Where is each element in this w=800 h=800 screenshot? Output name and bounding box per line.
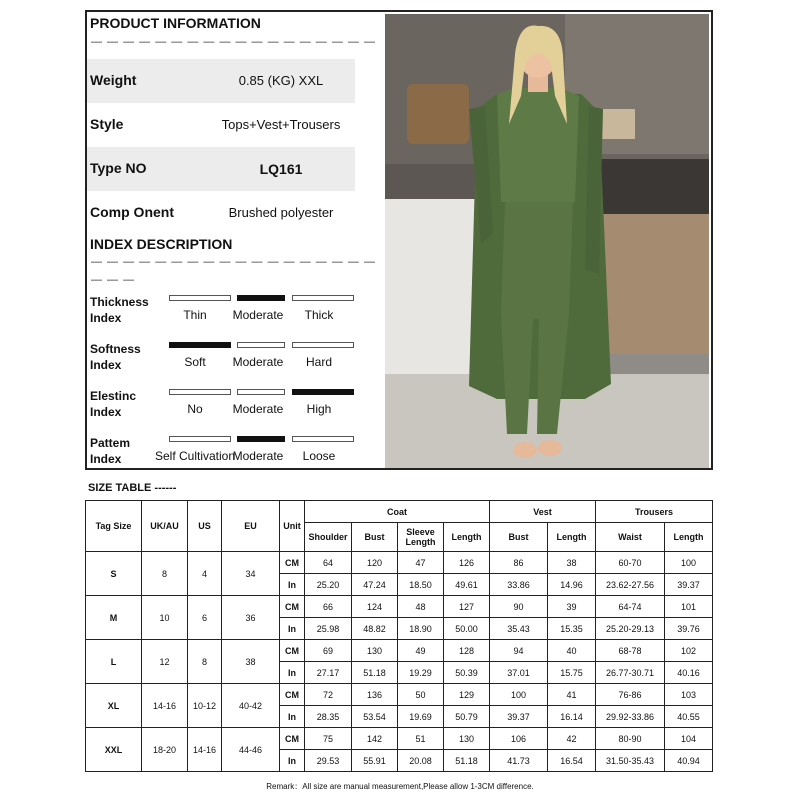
measurement-cell: 38 <box>548 552 596 574</box>
measurement-cell: 106 <box>490 728 548 750</box>
measurement-cell: 33.86 <box>490 574 548 596</box>
measurement-cell: 130 <box>444 728 490 750</box>
index-level-bar <box>237 436 285 442</box>
index-level-bar <box>292 295 354 301</box>
index-option: Thin <box>183 308 207 322</box>
header-coat-sleeve-length: Sleeve Length <box>398 523 444 552</box>
info-row-type-no <box>87 147 355 191</box>
header-coat-length: Length <box>444 523 490 552</box>
info-label: Weight <box>90 72 137 88</box>
header-uk-au: UK/AU <box>142 501 188 552</box>
unit-cell: CM <box>280 596 305 618</box>
measurement-cell: 64 <box>305 552 352 574</box>
measurement-cell: 66 <box>305 596 352 618</box>
eu-cell: 38 <box>222 640 280 684</box>
measurement-cell: 25.98 <box>305 618 352 640</box>
measurement-cell: 128 <box>444 640 490 662</box>
measurement-cell: 39.37 <box>490 706 548 728</box>
us-cell: 14-16 <box>188 728 222 772</box>
index-level-bar <box>237 389 285 395</box>
measurement-cell: 40.94 <box>665 750 713 772</box>
table-row <box>86 684 713 706</box>
size-table-title: SIZE TABLE ------ <box>88 482 177 494</box>
index-option: Moderate <box>232 449 284 463</box>
measurement-cell: 69 <box>305 640 352 662</box>
uk-au-cell: 14-16 <box>142 684 188 728</box>
index-row <box>87 294 357 334</box>
index-level-bar <box>169 389 231 395</box>
measurement-cell: 50 <box>398 684 444 706</box>
measurement-cell: 53.54 <box>352 706 398 728</box>
index-level-bar <box>292 342 354 348</box>
unit-cell: In <box>280 662 305 684</box>
measurement-cell: 19.69 <box>398 706 444 728</box>
uk-au-cell: 12 <box>142 640 188 684</box>
measurement-cell: 29.53 <box>305 750 352 772</box>
measurement-cell: 41 <box>548 684 596 706</box>
measurement-cell: 129 <box>444 684 490 706</box>
info-value: Brushed polyester <box>228 205 334 220</box>
header-coat-bust: Bust <box>352 523 398 552</box>
header-unit: Unit <box>280 501 305 552</box>
eu-cell: 44-46 <box>222 728 280 772</box>
measurement-cell: 55.91 <box>352 750 398 772</box>
measurement-cell: 60-70 <box>596 552 665 574</box>
info-row-weight <box>87 59 355 103</box>
model-photo <box>385 14 709 468</box>
us-cell: 10-12 <box>188 684 222 728</box>
header-trousers-waist: Waist <box>596 523 665 552</box>
measurement-cell: 104 <box>665 728 713 750</box>
index-row <box>87 341 357 381</box>
index-row <box>87 435 357 475</box>
index-option: No <box>187 402 203 416</box>
measurement-cell: 25.20-29.13 <box>596 618 665 640</box>
table-row <box>86 640 713 662</box>
measurement-cell: 26.77-30.71 <box>596 662 665 684</box>
measurement-cell: 124 <box>352 596 398 618</box>
tag-size-cell: L <box>86 640 142 684</box>
index-description-title: INDEX DESCRIPTION <box>90 236 233 252</box>
measurement-cell: 101 <box>665 596 713 618</box>
index-row <box>87 388 357 428</box>
measurement-cell: 86 <box>490 552 548 574</box>
unit-cell: CM <box>280 728 305 750</box>
index-level-bar <box>292 436 354 442</box>
divider: — — — <box>91 274 136 286</box>
header-trousers: Trousers <box>596 501 713 523</box>
eu-cell: 36 <box>222 596 280 640</box>
uk-au-cell: 18-20 <box>142 728 188 772</box>
uk-au-cell: 8 <box>142 552 188 596</box>
measurement-cell: 41.73 <box>490 750 548 772</box>
measurement-cell: 39.76 <box>665 618 713 640</box>
measurement-cell: 47 <box>398 552 444 574</box>
measurement-cell: 40.16 <box>665 662 713 684</box>
measurement-cell: 94 <box>490 640 548 662</box>
index-label: Thickness Index <box>90 295 149 325</box>
measurement-cell: 50.00 <box>444 618 490 640</box>
measurement-cell: 51.18 <box>444 750 490 772</box>
measurement-cell: 142 <box>352 728 398 750</box>
divider: — — — — — — — — — — — — — — — — — — <box>91 256 376 268</box>
unit-cell: In <box>280 706 305 728</box>
unit-cell: In <box>280 750 305 772</box>
index-label: Softness Index <box>90 342 141 372</box>
index-option: Self Cultivation <box>154 449 236 463</box>
measurement-cell: 40.55 <box>665 706 713 728</box>
product-info-panel <box>87 12 376 468</box>
measurement-cell: 136 <box>352 684 398 706</box>
measurement-cell: 103 <box>665 684 713 706</box>
measurement-cell: 42 <box>548 728 596 750</box>
index-option: Moderate <box>232 355 284 369</box>
index-label: Pattem Index <box>90 436 131 466</box>
measurement-cell: 23.62-27.56 <box>596 574 665 596</box>
measurement-cell: 100 <box>490 684 548 706</box>
unit-cell: In <box>280 574 305 596</box>
measurement-cell: 49 <box>398 640 444 662</box>
measurement-cell: 18.90 <box>398 618 444 640</box>
divider: — — — — — — — — — — — — — — — — — — <box>91 36 376 48</box>
measurement-cell: 49.61 <box>444 574 490 596</box>
unit-cell: CM <box>280 640 305 662</box>
measurement-cell: 75 <box>305 728 352 750</box>
index-option: Loose <box>302 449 336 463</box>
measurement-cell: 51 <box>398 728 444 750</box>
measurement-cell: 80-90 <box>596 728 665 750</box>
measurement-cell: 64-74 <box>596 596 665 618</box>
header-vest: Vest <box>490 501 596 523</box>
table-row <box>86 596 713 618</box>
index-level-bar <box>169 436 231 442</box>
measurement-cell: 90 <box>490 596 548 618</box>
measurement-cell: 48 <box>398 596 444 618</box>
measurement-cell: 120 <box>352 552 398 574</box>
header-eu: EU <box>222 501 280 552</box>
measurement-cell: 29.92-33.86 <box>596 706 665 728</box>
measurement-cell: 68-78 <box>596 640 665 662</box>
index-label: Elestinc Index <box>90 389 137 419</box>
measurement-cell: 102 <box>665 640 713 662</box>
index-level-bar <box>237 342 285 348</box>
index-option: Soft <box>184 355 206 369</box>
measurement-cell: 50.39 <box>444 662 490 684</box>
header-vest-bust: Bust <box>490 523 548 552</box>
header-tag-size: Tag Size <box>86 501 142 552</box>
tag-size-cell: M <box>86 596 142 640</box>
tag-size-cell: S <box>86 552 142 596</box>
tag-size-cell: XXL <box>86 728 142 772</box>
measurement-cell: 48.82 <box>352 618 398 640</box>
info-row-component <box>87 191 355 235</box>
measurement-cell: 39.37 <box>665 574 713 596</box>
info-value: 0.85 (KG) XXL <box>238 73 324 88</box>
measurement-cell: 127 <box>444 596 490 618</box>
measurement-cell: 72 <box>305 684 352 706</box>
measurement-cell: 50.79 <box>444 706 490 728</box>
index-option: Thick <box>304 308 334 322</box>
eu-cell: 40-42 <box>222 684 280 728</box>
table-row <box>86 552 713 574</box>
measurement-cell: 28.35 <box>305 706 352 728</box>
measurement-cell: 15.75 <box>548 662 596 684</box>
unit-cell: CM <box>280 684 305 706</box>
size-remark: Remark：All size are manual measurement,Please allow 1-3CM difference. <box>266 782 534 791</box>
table-row <box>86 728 713 750</box>
index-option: Moderate <box>232 402 284 416</box>
header-us: US <box>188 501 222 552</box>
measurement-cell: 20.08 <box>398 750 444 772</box>
tag-size-cell: XL <box>86 684 142 728</box>
measurement-cell: 16.14 <box>548 706 596 728</box>
measurement-cell: 14.96 <box>548 574 596 596</box>
header-vest-length: Length <box>548 523 596 552</box>
index-level-bar <box>237 295 285 301</box>
measurement-cell: 15.35 <box>548 618 596 640</box>
header-coat-shoulder: Shoulder <box>305 523 352 552</box>
info-value: Tops+Vest+Trousers <box>221 117 341 132</box>
info-label: Type NO <box>90 160 147 176</box>
us-cell: 8 <box>188 640 222 684</box>
uk-au-cell: 10 <box>142 596 188 640</box>
eu-cell: 34 <box>222 552 280 596</box>
index-option: Hard <box>305 355 332 369</box>
size-table <box>85 500 713 772</box>
measurement-cell: 100 <box>665 552 713 574</box>
unit-cell: CM <box>280 552 305 574</box>
measurement-cell: 19.29 <box>398 662 444 684</box>
measurement-cell: 47.24 <box>352 574 398 596</box>
measurement-cell: 18.50 <box>398 574 444 596</box>
us-cell: 4 <box>188 552 222 596</box>
measurement-cell: 25.20 <box>305 574 352 596</box>
info-label: Comp Onent <box>90 204 174 220</box>
index-level-bar <box>169 295 231 301</box>
measurement-cell: 16.54 <box>548 750 596 772</box>
measurement-cell: 130 <box>352 640 398 662</box>
measurement-cell: 126 <box>444 552 490 574</box>
measurement-cell: 51.18 <box>352 662 398 684</box>
info-label: Style <box>90 116 124 132</box>
index-option: High <box>306 402 332 416</box>
measurement-cell: 40 <box>548 640 596 662</box>
product-info-title: PRODUCT INFORMATION <box>90 15 261 31</box>
index-level-bar <box>169 342 231 348</box>
measurement-cell: 35.43 <box>490 618 548 640</box>
measurement-cell: 31.50-35.43 <box>596 750 665 772</box>
measurement-cell: 27.17 <box>305 662 352 684</box>
index-option: Moderate <box>232 308 284 322</box>
us-cell: 6 <box>188 596 222 640</box>
measurement-cell: 37.01 <box>490 662 548 684</box>
header-coat: Coat <box>305 501 490 523</box>
measurement-cell: 39 <box>548 596 596 618</box>
measurement-cell: 76-86 <box>596 684 665 706</box>
product-card <box>85 10 713 470</box>
info-row-style <box>87 103 355 147</box>
unit-cell: In <box>280 618 305 640</box>
header-trousers-length: Length <box>665 523 713 552</box>
index-level-bar <box>292 389 354 395</box>
info-value: LQ161 <box>259 161 303 177</box>
